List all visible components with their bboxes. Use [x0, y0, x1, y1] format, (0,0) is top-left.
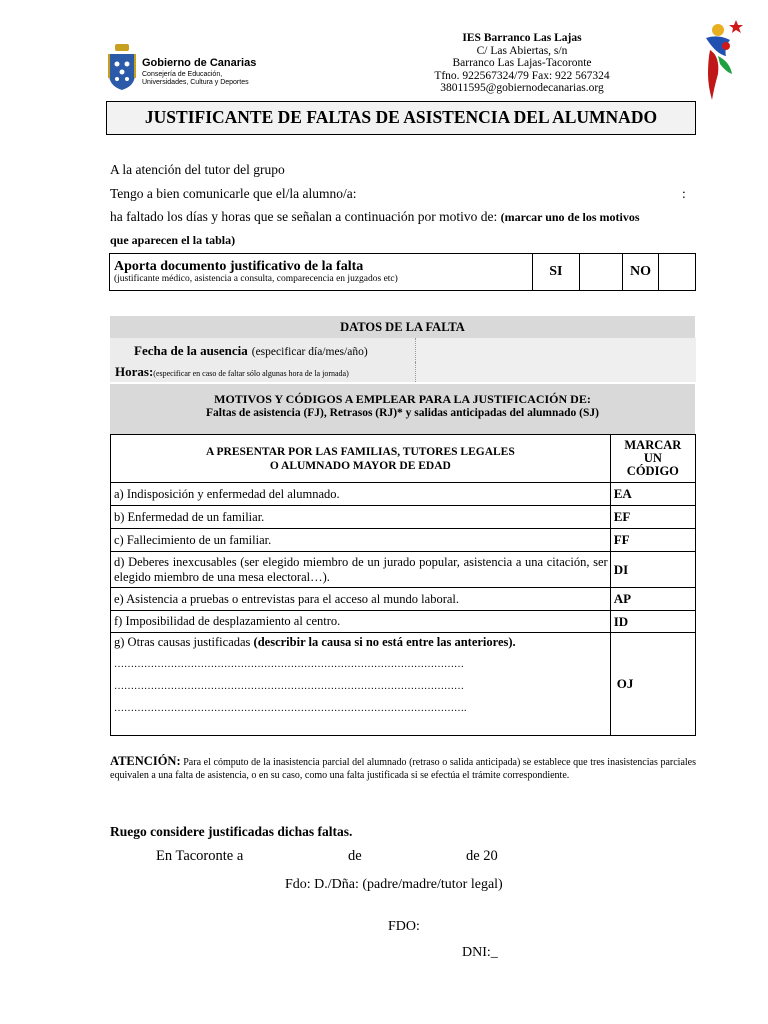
gov-name: Gobierno de Canarias [142, 57, 257, 69]
gov-sub-line: Consejería de Educación, [142, 71, 223, 78]
reason-other-text: g) Otras causas justificadas [114, 635, 251, 649]
reason-code[interactable]: EF [610, 506, 695, 529]
reason-text: c) Fallecimiento de un familiar. [111, 529, 611, 552]
school-name: IES Barranco Las Lajas [462, 32, 582, 44]
coat-of-arms-icon [105, 42, 139, 92]
reason-code[interactable]: OJ [610, 633, 695, 736]
document-label: Aporta documento justificativo de la falta [114, 259, 364, 274]
reason-text: f) Imposibilidad de desplazamiento al centro. [111, 611, 611, 633]
attention-text: Para el cómputo de la inasistencia parcial del alumnado (retraso o salida anticipada) se establece que tres inasistencias parciales equivalen a una falta de asistencia, o en su caso, como una falta justificada si se efectúa el trámite correspondiente. [110, 757, 697, 781]
si-label: SI [532, 254, 580, 291]
reason-code[interactable]: EA [610, 483, 695, 506]
other-cause-line[interactable]: …………………………………………………………………………………………… [114, 659, 464, 670]
reason-text: e) Asistencia a pruebas o entrevistas para el acceso al mundo laboral. [111, 588, 611, 611]
col-code-line: UN [643, 451, 662, 465]
intro-line-3-bold: (marcar uno de los motivos [500, 210, 640, 224]
date-de-1: de [348, 848, 362, 864]
fecha-hint: (especificar día/mes/año) [251, 346, 368, 358]
school-locality: Barranco Las Lajas-Tacoronte [452, 57, 592, 69]
intro-line-4: que aparecen el la tabla) [110, 233, 236, 247]
horas-label: Horas: [115, 364, 154, 379]
attention-label: ATENCIÓN: [110, 754, 181, 768]
reason-other [111, 633, 611, 736]
si-checkbox[interactable] [580, 254, 622, 291]
reason-code[interactable]: DI [610, 552, 695, 588]
ies-mascot-icon [696, 16, 748, 104]
reason-text: b) Enfermedad de un familiar. [111, 506, 611, 529]
reason-text: d) Deberes inexcusables (ser elegido miembro de un jurado popular, asistencia a una citación, ser elegido miembro de una mesa electoral…). [111, 552, 611, 588]
reason-text: a) Indisposición y enfermedad del alumnado. [111, 483, 611, 506]
intro-line-3-text: ha faltado los días y horas que se señalan a continuación por motivo de: [110, 209, 498, 224]
page-title: JUSTIFICANTE DE FALTAS DE ASISTENCIA DEL ALUMNADO [106, 101, 696, 135]
reason-code[interactable]: AP [610, 588, 695, 611]
gov-sub-line: Universidades, Cultura y Deportes [142, 78, 249, 86]
codes-table [110, 434, 696, 736]
document-label-cell [110, 254, 533, 291]
place-date-label: En Tacoronte a [156, 848, 244, 864]
col-header-line: A PRESENTAR POR LAS FAMILIAS, TUTORES LEGALES [205, 445, 515, 458]
signature-fdo: FDO: [388, 919, 420, 934]
school-address: C/ Las Abiertas, s/n [476, 44, 568, 57]
gov-subtitle [142, 71, 249, 86]
reason-other-title [114, 635, 610, 650]
intro-line-2: Tengo a bien comunicarle que el/la alumno/a: [110, 186, 357, 201]
fecha-label-wrap [134, 342, 368, 360]
col-header-code [610, 435, 695, 483]
school-info [400, 32, 644, 95]
no-label: NO [622, 254, 659, 291]
horas-label-wrap [115, 363, 349, 381]
reason-code[interactable]: FF [610, 529, 695, 552]
horas-row [110, 362, 695, 382]
ies-logo [696, 16, 748, 104]
datos-header: DATOS DE LA FALTA [110, 316, 695, 338]
col-header-line: O ALUMNADO MAYOR DE EDAD [269, 459, 451, 472]
col-code-line: MARCAR [624, 438, 682, 452]
date-de-2: de 20 [466, 848, 498, 864]
motivos-header-2: Faltas de asistencia (FJ), Retrasos (RJ)* y salidas anticipadas del alumnado (SJ) [206, 407, 599, 419]
horas-input[interactable] [415, 362, 696, 382]
attention-note [110, 755, 696, 782]
no-checkbox[interactable] [659, 254, 696, 291]
fecha-row [110, 338, 695, 362]
school-email: 38011595@gobiernodecanarias.org [440, 82, 604, 94]
document-table [109, 253, 696, 291]
intro-line-3 [110, 209, 640, 225]
motivos-header [110, 384, 695, 434]
intro-line-2-end: : [682, 186, 686, 201]
intro-line-1: A la atención del tutor del grupo [110, 162, 285, 177]
other-cause-line[interactable]: ……………………………………………………………………………………………. [114, 703, 467, 714]
col-header-families [111, 435, 611, 483]
motivos-header-1: MOTIVOS Y CÓDIGOS A EMPLEAR PARA LA JUSTIFICACIÓN DE: [214, 392, 591, 406]
col-code-line: CÓDIGO [626, 464, 679, 478]
dni-label: DNI:_ [462, 945, 498, 960]
horas-hint: (especificar en caso de faltar sólo algunas hora de la jornada) [153, 369, 349, 378]
other-cause-line[interactable]: …………………………………………………………………………………………… [114, 681, 464, 692]
ruego: Ruego considere justificadas dichas faltas. [110, 824, 353, 839]
reason-other-bold: (describir la causa si no está entre las anteriores). [253, 635, 516, 649]
school-phone: Tfno. 922567324/79 Fax: 922 567324 [434, 69, 610, 82]
document-sub: (justificante médico, asistencia a consulta, comparecencia en juzgados etc) [114, 274, 398, 284]
fecha-label: Fecha de la ausencia [134, 343, 248, 358]
signature-label: Fdo: D./Dña: (padre/madre/tutor legal) [285, 877, 503, 892]
fecha-input[interactable] [415, 338, 696, 362]
reason-code[interactable]: ID [610, 611, 695, 633]
